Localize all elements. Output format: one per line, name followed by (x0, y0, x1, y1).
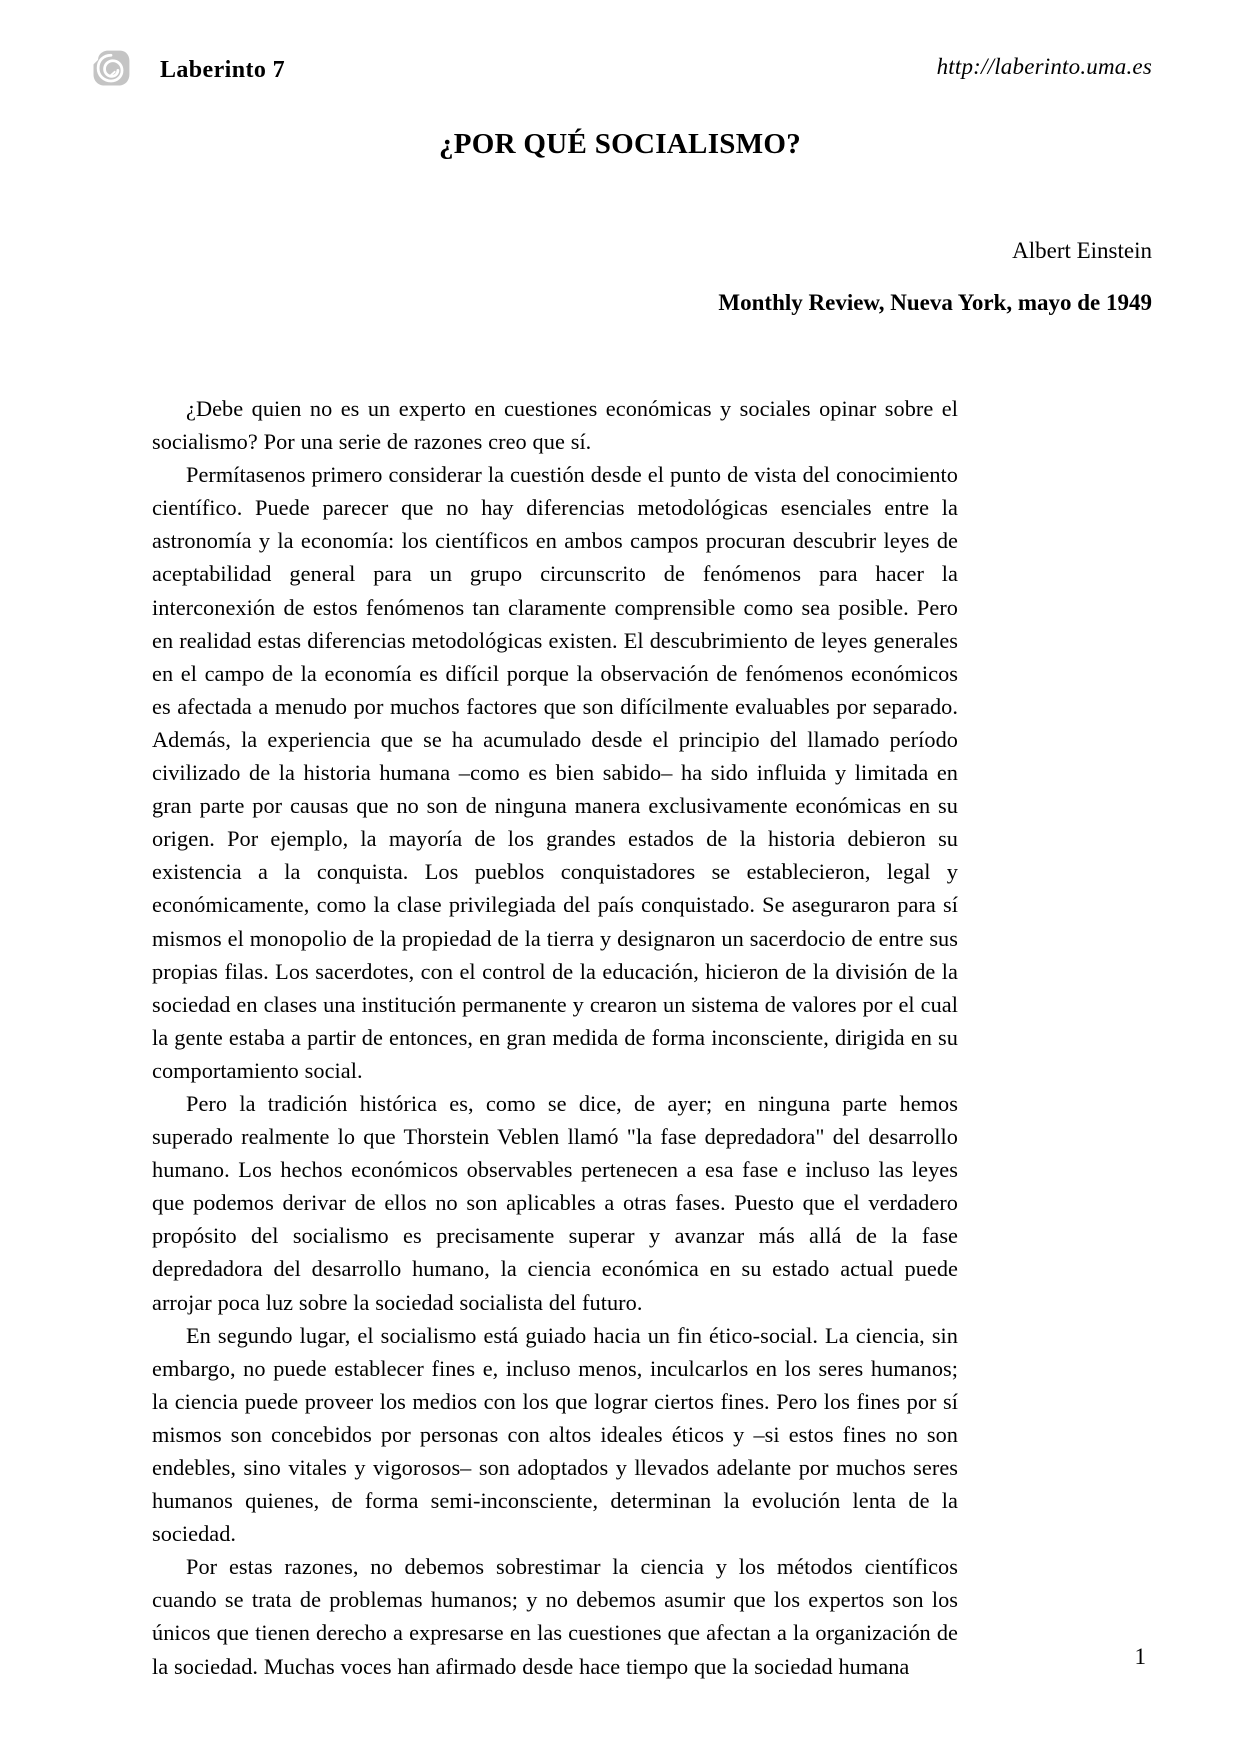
paragraph: Permítasenos primero considerar la cuestión desde el punto de vista del conocimiento científico. Puede parecer que no hay diferencias metodológicas esenciales entre la astronomía y la economía: los científicos en ambos campos procuran descubrir leyes de aceptabilidad general para un grupo circunscrito de fenómenos para hacer la interconexión de estos fenómenos tan claramente comprensible como sea posible. Pero en realidad estas diferencias metodológicas existen. El descubrimiento de leyes generales en el campo de la economía es difícil porque la observación de fenómenos económicos es afectada a menudo por muchos factores que son difícilmente evaluables por separado. Además, la experiencia que se ha acumulado desde el principio del llamado período civilizado de la historia humana –como es bien sabido– ha sido influida y limitada en gran parte por causas que no son de ninguna manera exclusivamente económicas en su origen. Por ejemplo, la mayoría de los grandes estados de la historia debieron su existencia a la conquista. Los pueblos conquistadores se establecieron, legal y económicamente, como la clase privilegiada del país conquistado. Se aseguraron para sí mismos el monopolio de la propiedad de la tierra y designaron un sacerdocio de entre sus propias filas. Los sacerdotes, con el control de la educación, hicieron de la división de la sociedad en clases una institución permanente y crearon un sistema de valores por el cual la gente estaba a partir de entonces, en gran medida de forma inconsciente, dirigida en su comportamiento social. (152, 462, 958, 1083)
page-title: ¿POR QUÉ SOCIALISMO? (438, 128, 802, 160)
paragraph: Por estas razones, no debemos sobrestimar la ciencia y los métodos científicos cuando se trata de problemas humanos; y no debemos asumir que los expertos son los únicos que tienen derecho a expresarse en las cuestiones que afectan a la organización de la sociedad. Muchas voces han afirmado desde hace tiempo que la sociedad humana (152, 1554, 958, 1679)
publication-source: Monthly Review, Nueva York, mayo de 1949 (718, 290, 1152, 315)
journal-url[interactable]: http://laberinto.uma.es (936, 54, 1152, 79)
labyrinth-spiral-logo-icon (88, 46, 134, 92)
page-header (88, 46, 1152, 102)
author-name: Albert Einstein (1012, 238, 1152, 263)
paragraph: En segundo lugar, el socialismo está guiado hacia un fin ético-social. La ciencia, sin embargo, no puede establecer fines e, incluso menos, inculcarlos en los seres humanos; la ciencia puede proveer los medios con los que lograr ciertos fines. Pero los fines por sí mismos son concebidos por personas con altos ideales éticos y –si estos fines no son endebles, sino vitales y vigorosos– son adoptados y llevados adelante por muchos seres humanos quienes, de forma semi-inconsciente, determinan la evolución lenta de la sociedad. (152, 1322, 958, 1547)
paragraph: ¿Debe quien no es un experto en cuestiones económicas y sociales opinar sobre el socialismo? Por una serie de razones creo que sí. (152, 396, 958, 455)
article-body (152, 392, 958, 1683)
journal-name: Laberinto 7 (160, 56, 286, 83)
header-left-group (88, 46, 285, 92)
page-number: 1 (1134, 1644, 1146, 1669)
paragraph: Pero la tradición histórica es, como se dice, de ayer; en ninguna parte hemos superado realmente lo que Thorstein Veblen llamó "la fase depredadora" del desarrollo humano. Los hechos económicos observables pertenecen a esa fase e incluso las leyes que podemos derivar de ellos no son aplicables a otras fases. Puesto que el verdadero propósito del socialismo es precisamente superar y avanzar más allá de la fase depredadora del desarrollo humano, la ciencia económica en su estado actual puede arrojar poca luz sobre la sociedad socialista del futuro. (152, 1090, 958, 1315)
